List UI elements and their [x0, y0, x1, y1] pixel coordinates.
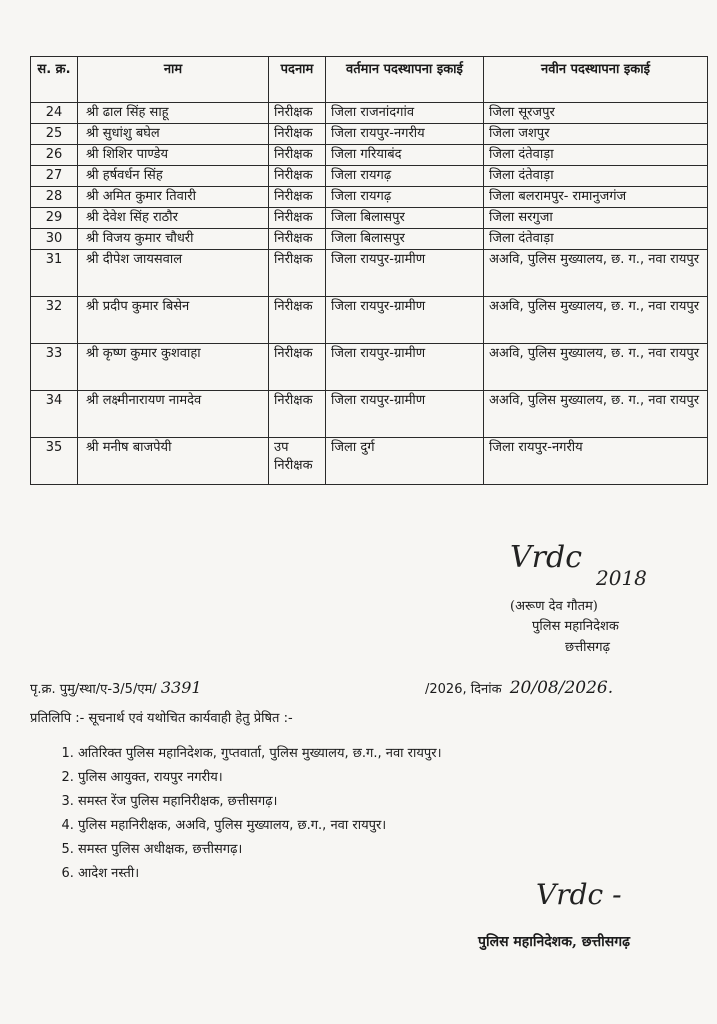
row-current-posting: जिला रायगढ़	[326, 187, 484, 208]
list-item: 3. समस्त रेंज पुलिस महानिरीक्षक, छत्तीसगढ़।	[78, 790, 442, 814]
table-header-row	[31, 57, 708, 103]
signature-scrawl: Vrdc	[510, 540, 583, 575]
row-name: श्री सुधांशु बघेल	[78, 124, 269, 145]
row-post: उप निरीक्षक	[269, 438, 326, 485]
row-new-posting: अअवि, पुलिस मुख्यालय, छ. ग., नवा रायपुर	[484, 391, 708, 438]
table-row	[31, 297, 708, 344]
row-current-posting: जिला रायपुर-नगरीय	[326, 124, 484, 145]
table-row	[31, 187, 708, 208]
row-current-posting: जिला राजनांदगांव	[326, 103, 484, 124]
header-current-posting: वर्तमान पदस्थापना इकाई	[326, 57, 484, 103]
row-current-posting: जिला रायपुर-ग्रामीण	[326, 391, 484, 438]
list-item: 2. पुलिस आयुक्त, रायपुर नगरीय।	[78, 766, 442, 790]
table-row	[31, 166, 708, 187]
header-name: नाम	[78, 57, 269, 103]
row-post: निरीक्षक	[269, 344, 326, 391]
reference-prefix: पृ.क्र. पुमु/स्था/ए-3/5/एम/	[30, 682, 157, 697]
row-new-posting: जिला दंतेवाड़ा	[484, 145, 708, 166]
row-new-posting: अअवि, पुलिस मुख्यालय, छ. ग., नवा रायपुर	[484, 344, 708, 391]
list-item: 4. पुलिस महानिरीक्षक, अअवि, पुलिस मुख्यालय, छ.ग., नवा रायपुर।	[78, 814, 442, 838]
row-post: निरीक्षक	[269, 103, 326, 124]
row-serial: 24	[31, 103, 78, 124]
row-post: निरीक्षक	[269, 229, 326, 250]
row-post: निरीक्षक	[269, 145, 326, 166]
reference-number: 3391	[160, 678, 202, 697]
row-name: श्री अमित कुमार तिवारी	[78, 187, 269, 208]
row-name: श्री दीपेश जायसवाल	[78, 250, 269, 297]
table-row	[31, 344, 708, 391]
row-post: निरीक्षक	[269, 208, 326, 229]
row-serial: 29	[31, 208, 78, 229]
transfer-table	[30, 56, 708, 485]
row-post: निरीक्षक	[269, 187, 326, 208]
reference-number-line	[30, 678, 202, 697]
signatory-designation: पुलिस महानिदेशक	[532, 619, 619, 634]
footer-signature-scrawl: Vrdc -	[536, 878, 622, 911]
signatory-state: छत्तीसगढ़	[565, 640, 610, 655]
header-serial: स. क्र.	[31, 57, 78, 103]
row-serial: 31	[31, 250, 78, 297]
row-current-posting: जिला बिलासपुर	[326, 208, 484, 229]
table-row	[31, 145, 708, 166]
table-row	[31, 250, 708, 297]
table-row	[31, 124, 708, 145]
recipient-list	[50, 742, 442, 886]
date-prefix: /2026, दिनांक	[425, 682, 502, 697]
row-name: श्री ढाल सिंह साहू	[78, 103, 269, 124]
signature-year-mark: 2018	[596, 566, 647, 590]
row-current-posting: जिला रायपुर-ग्रामीण	[326, 250, 484, 297]
row-name: श्री हर्षवर्धन सिंह	[78, 166, 269, 187]
row-post: निरीक्षक	[269, 124, 326, 145]
row-current-posting: जिला रायगढ़	[326, 166, 484, 187]
table-row	[31, 208, 708, 229]
row-name: श्री मनीष बाजपेयी	[78, 438, 269, 485]
date-value: 20/08/2026.	[509, 678, 614, 698]
header-post: पदनाम	[269, 57, 326, 103]
row-new-posting: जिला दंतेवाड़ा	[484, 166, 708, 187]
row-name: श्री शिशिर पाण्डेय	[78, 145, 269, 166]
row-post: निरीक्षक	[269, 250, 326, 297]
row-serial: 25	[31, 124, 78, 145]
row-new-posting: अअवि, पुलिस मुख्यालय, छ. ग., नवा रायपुर	[484, 250, 708, 297]
row-current-posting: जिला रायपुर-ग्रामीण	[326, 297, 484, 344]
row-new-posting: जिला दंतेवाड़ा	[484, 229, 708, 250]
table-row	[31, 438, 708, 485]
row-serial: 34	[31, 391, 78, 438]
row-serial: 27	[31, 166, 78, 187]
row-new-posting: जिला बलरामपुर- रामानुजगंज	[484, 187, 708, 208]
footer-designation: पुलिस महानिदेशक, छत्तीसगढ़	[478, 934, 631, 950]
header-new-posting: नवीन पदस्थापना इकाई	[484, 57, 708, 103]
row-name: श्री कृष्ण कुमार कुशवाहा	[78, 344, 269, 391]
list-item: 1. अतिरिक्त पुलिस महानिदेशक, गुप्तवार्ता, पुलिस मुख्यालय, छ.ग., नवा रायपुर।	[78, 742, 442, 766]
row-post: निरीक्षक	[269, 391, 326, 438]
row-serial: 30	[31, 229, 78, 250]
row-post: निरीक्षक	[269, 297, 326, 344]
date-line	[425, 678, 613, 698]
row-new-posting: जिला सरगुजा	[484, 208, 708, 229]
row-current-posting: जिला रायपुर-ग्रामीण	[326, 344, 484, 391]
row-serial: 35	[31, 438, 78, 485]
row-current-posting: जिला गरियाबंद	[326, 145, 484, 166]
row-serial: 26	[31, 145, 78, 166]
row-post: निरीक्षक	[269, 166, 326, 187]
list-item: 6. आदेश नस्ती।	[78, 862, 442, 886]
copy-to-line: प्रतिलिपि :- सूचनार्थ एवं यथोचित कार्यवाही हेतु प्रेषित :-	[30, 711, 293, 726]
row-current-posting: जिला बिलासपुर	[326, 229, 484, 250]
row-serial: 32	[31, 297, 78, 344]
row-serial: 28	[31, 187, 78, 208]
row-serial: 33	[31, 344, 78, 391]
table-row	[31, 391, 708, 438]
row-new-posting: जिला जशपुर	[484, 124, 708, 145]
table-row	[31, 229, 708, 250]
row-new-posting: अअवि, पुलिस मुख्यालय, छ. ग., नवा रायपुर	[484, 297, 708, 344]
row-name: श्री प्रदीप कुमार बिसेन	[78, 297, 269, 344]
row-new-posting: जिला सूरजपुर	[484, 103, 708, 124]
row-name: श्री लक्ष्मीनारायण नामदेव	[78, 391, 269, 438]
signatory-name: (अरूण देव गौतम)	[510, 599, 598, 614]
row-name: श्री देवेश सिंह राठौर	[78, 208, 269, 229]
table-row	[31, 103, 708, 124]
row-new-posting: जिला रायपुर-नगरीय	[484, 438, 708, 485]
row-current-posting: जिला दुर्ग	[326, 438, 484, 485]
list-item: 5. समस्त पुलिस अधीक्षक, छत्तीसगढ़।	[78, 838, 442, 862]
row-name: श्री विजय कुमार चौधरी	[78, 229, 269, 250]
